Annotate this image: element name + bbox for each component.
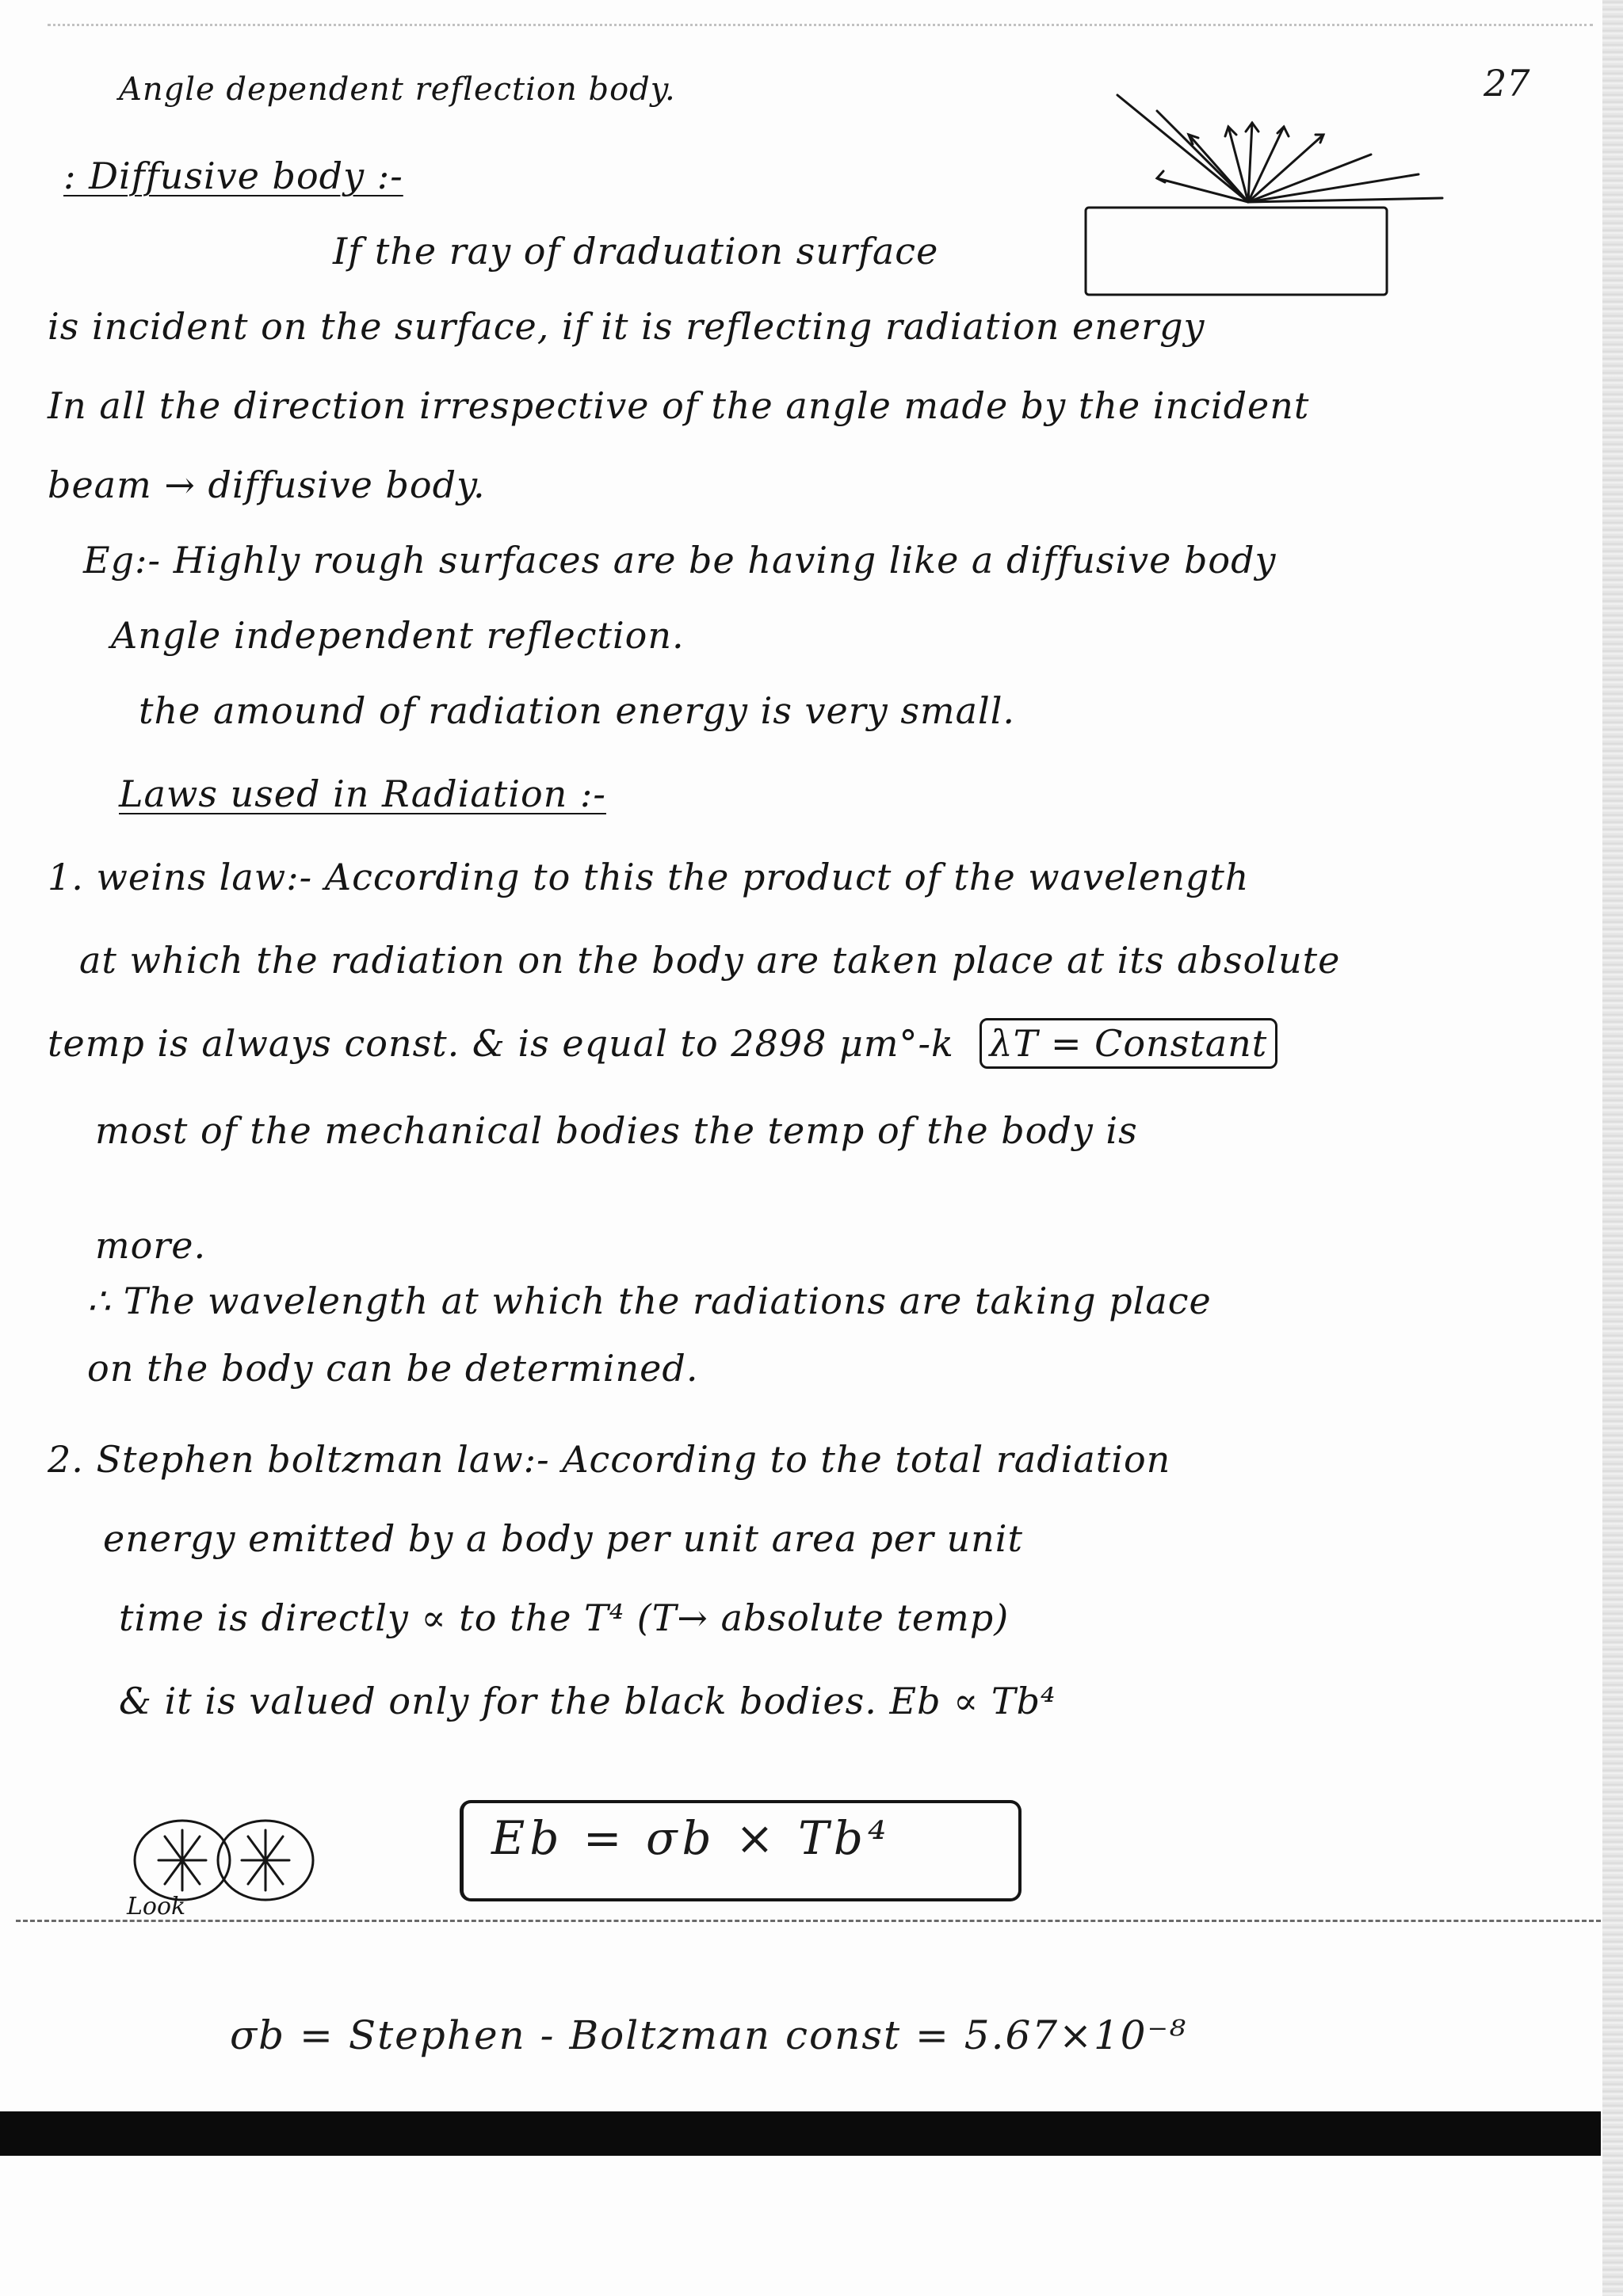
diffusive-line-1: If the ray of draduation surface bbox=[333, 230, 939, 273]
stefan-line-2: energy emitted by a body per unit area per unit bbox=[103, 1517, 1023, 1560]
weins-line-1: 1. weins law:- According to this the product of the wavelength bbox=[48, 856, 1250, 898]
reflected-ray bbox=[1248, 198, 1442, 202]
stefan-line-1: 2. Stephen boltzman law:- According to the total radiation bbox=[48, 1438, 1171, 1481]
scan-right-edge bbox=[1602, 0, 1623, 2296]
star-doodle bbox=[119, 1813, 341, 1916]
weins-line-6: ∴ The wavelength at which the radiations are taking place bbox=[87, 1280, 1212, 1322]
diffusive-line-5: Eg:- Highly rough surfaces are be having like a diffusive body bbox=[83, 539, 1277, 582]
scan-top-edge bbox=[48, 24, 1593, 29]
reflected-ray bbox=[1157, 111, 1248, 202]
stars-note: Look bbox=[127, 1893, 186, 1916]
diffusive-line-2: is incident on the surface, if it is reflecting radiation energy bbox=[48, 305, 1205, 348]
weins-line-4: most of the mechanical bodies the temp of the body is bbox=[95, 1109, 1138, 1152]
weins-formula-box: λT = Constant bbox=[980, 1018, 1278, 1069]
arrowhead bbox=[1157, 171, 1165, 182]
surface-box bbox=[1086, 208, 1387, 295]
reflected-ray bbox=[1248, 123, 1252, 202]
diffusive-line-7: the amound of radiation energy is very small. bbox=[139, 689, 1016, 732]
section-title-laws: Laws used in Radiation :- bbox=[119, 772, 606, 815]
diffusive-line-4: beam → diffusive body. bbox=[48, 463, 486, 506]
stefan-formula: Eb = σb × Tb⁴ bbox=[491, 1811, 892, 1865]
diffusive-line-6: Angle independent reflection. bbox=[111, 614, 685, 657]
weins-line-5: more. bbox=[95, 1224, 207, 1267]
weins-line-2: at which the radiation on the body are taken place at its absolute bbox=[79, 939, 1341, 982]
heading-angle-dependent: Angle dependent reflection body. bbox=[119, 71, 676, 108]
scan-bottom-bar bbox=[0, 2111, 1601, 2156]
weins-line-3 bbox=[48, 1018, 1277, 1069]
divider-rule bbox=[16, 1920, 1601, 1922]
diffusive-line-3: In all the direction irrespective of the angle made by the incident bbox=[48, 384, 1310, 427]
stefan-line-3: time is directly ∝ to the T⁴ (T→ absolute temp) bbox=[119, 1596, 1010, 1639]
stefan-line-4: & it is valued only for the black bodies. Eb ∝ Tb⁴ bbox=[119, 1680, 1056, 1722]
reflection-diagram bbox=[1070, 79, 1482, 309]
stefan-constant-line: σb = Stephen - Boltzman const = 5.67×10⁻⁸ bbox=[230, 2012, 1188, 2058]
page-number: 27 bbox=[1484, 62, 1530, 105]
weins-line-7: on the body can be determined. bbox=[87, 1347, 699, 1390]
section-title-diffusive: : Diffusive body :- bbox=[63, 154, 403, 197]
weins-line-3-text: temp is always const. & is equal to 2898 μm°-k bbox=[48, 1022, 954, 1065]
